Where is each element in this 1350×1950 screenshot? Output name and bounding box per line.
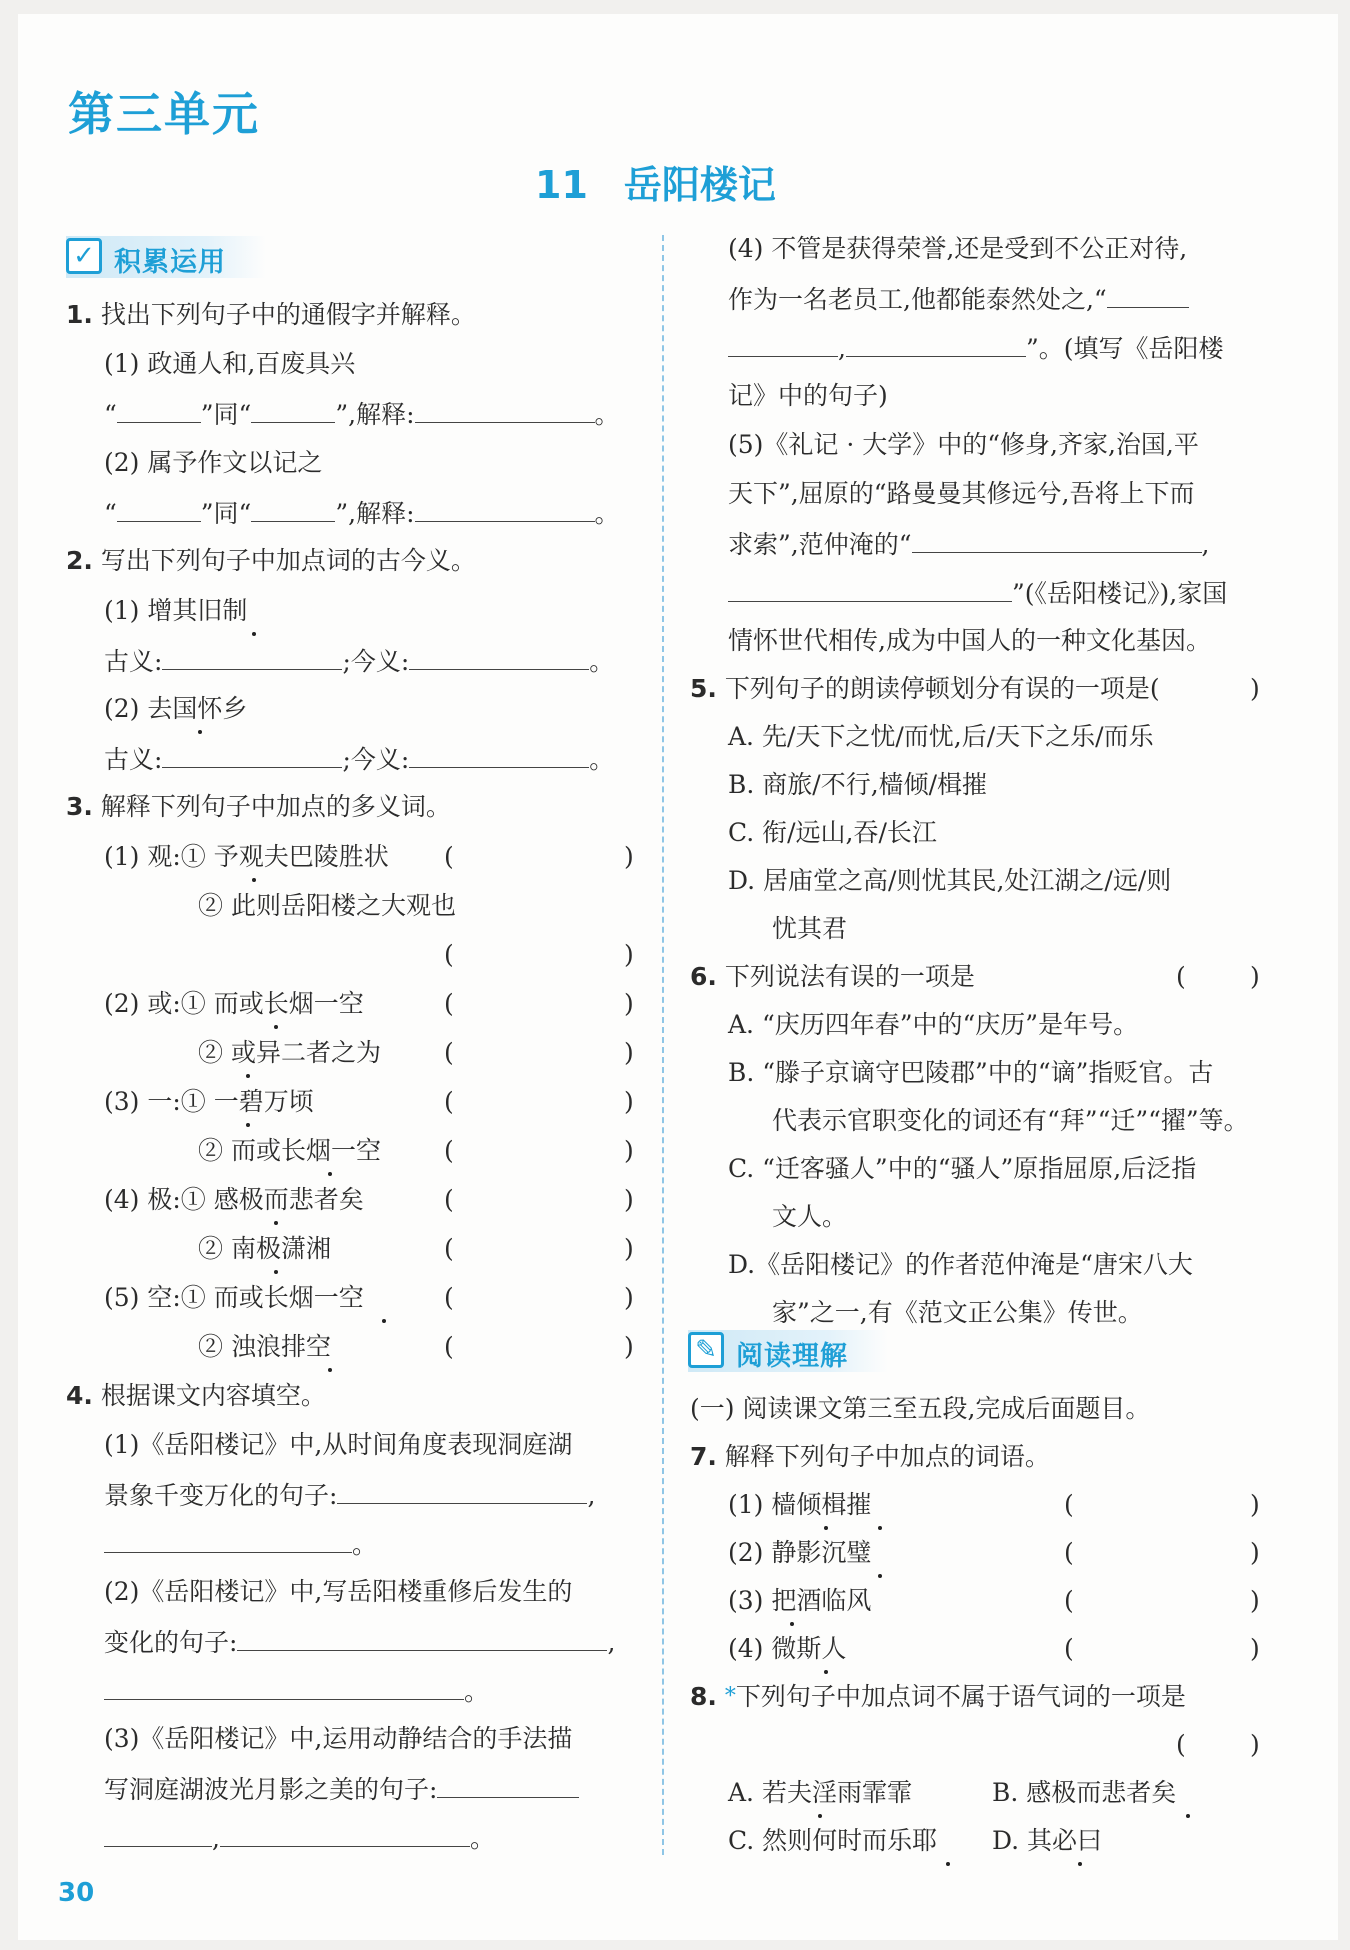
q4-2-line-2: 变化的句子: , xyxy=(104,1624,615,1660)
lesson-name: 岳阳楼记 xyxy=(623,163,776,207)
blank[interactable] xyxy=(409,643,589,670)
page-number: 30 xyxy=(58,1878,95,1908)
lesson-title xyxy=(535,154,776,209)
emphasis-dot xyxy=(246,1123,250,1127)
q4-5-line-4: ”(《岳阳楼记》),家国 xyxy=(728,575,1227,611)
q4-5-line-3: 求索”,范仲淹的“ , xyxy=(728,526,1209,562)
q1-stem xyxy=(66,298,476,332)
q3-stem: 3. 解释下列句子中加点的多义词。 xyxy=(66,792,451,821)
q3-item-2: (2) 或:① 而或长烟一空 xyxy=(104,989,364,1018)
emphasis-dot xyxy=(328,1172,332,1176)
section-reading xyxy=(688,1330,888,1372)
q5-option-a: A. 先/天下之忧/而忧,后/天下之乐/而乐 xyxy=(728,722,1154,751)
blank[interactable] xyxy=(162,741,342,768)
q2-sentence-1: (1) 增其旧制 xyxy=(104,596,248,625)
q1-sentence-2: (2) 属予作文以记之 xyxy=(104,448,323,477)
workbook-page: 第三单元 11 岳阳楼记 ✓ 积累运用 1. 找出下列句子中的通假字并解释。 (1) 政通人和,百废具兴 “ ”同“ ”,解释: 。 (2) 属予作文以记之 “ ”同“ ”,解释: 。 2. 写出下列句子中加点词的古今义。 (1) 增其旧制 古义: ;今义: 。 (2) 去国怀乡 古义: ;今义: 。 3. 解释下列句子中加点的多义词。 (1) 观:① 予观夫巴陵胜状 ( ) ② 此则岳阳楼之大观也 ( ) (2) 或:① 而或长烟一空 ( ) ② 或异二者之为 ( ) (3) 一:① 一碧万顷 ( ) ② 而或长烟一空 ( ) (4) 极:① 感极而悲者矣 ( ) ② 南极潇湘 ( ) (5) 空:① 而或长烟一空 ( ) ② 浊浪排空 ( ) 4. 根据课文内容填空。 (1)《岳阳楼记》中,从时间角度表现洞庭湖 景象千变万化的句子: , 。 (2)《岳阳楼记》中,写岳阳楼重修后发生的 变化的句子: , 。 (3)《岳阳楼记》中,运用动静结合的手法描 写洞庭湖波光月影之美的句子: , 。 (4) 不管是获得荣誉,还是受到不公正对待, 作为一名老员工,他都能泰然处之,“ , ”。(填写《岳阳楼 记》中的句子) (5)《礼记 · 大学》中的“修身,齐家,治国,平 天下”,屈原的“路曼曼其修远兮,吾将上下而 求索”,范仲淹的“ , ”(《岳阳楼记》),家国 情怀世代相传,成为中国人的一种文化基因。 5. 下列句子的朗读停顿划分有误的一项是( ) A. 先/天下之忧/而忧,后/天下之乐/而乐 B. 商旅/不行,樯倾/楫摧 C. 衔/远山,吞/长江 D. 居庙堂之高/则忧其民,处江湖之/远/则 忧其君 6. 下列说法有误的一项是 ( ) A. “庆历四年春”中的“庆历”是年号。 B. “滕子京谪守巴陵郡”中的“谪”指贬官。古 代表示官职变化的词还有“拜”“迁”“擢”等。 C. “迁客骚人”中的“骚人”原指屈原,后泛指 文人。 D.《岳阳楼记》的作者范仲淹是“唐宋八大 家”之一,有《范文正公集》传世。 ✎ 阅读理解 (一) 阅读课文第三至五段,完成后面题目。 7. 解释下列句子中加点的词语。 (1) 樯倾楫摧 ( ) (2) 静影沉璧 ( ) (3) 把酒临风 ( ) (4) 微斯人 ( ) 8. *下列句子中加点词不属于语气词的一项是 ( ) A. 若夫淫雨霏霏 B. 感极而悲者矣 C. 然则何时而乐耶 D. 其必曰 30 xyxy=(0,0,1350,1950)
reading-part-1: (一) 阅读课文第三至五段,完成后面题目。 xyxy=(690,1394,1151,1423)
q1-answer-1: “ ”同“ ”,解释: 。 xyxy=(104,396,620,432)
emphasis-dot xyxy=(878,1526,882,1530)
q4-5-line-2: 天下”,屈原的“路曼曼其修远兮,吾将上下而 xyxy=(728,479,1195,508)
blank[interactable] xyxy=(415,396,595,423)
q3-item-4-b: ② 南极潇湘 xyxy=(198,1234,331,1263)
q8-option-d: D. 其必曰 xyxy=(992,1826,1103,1855)
q2-answer-1: 古义: ;今义: 。 xyxy=(104,643,614,679)
q3-item-4: (4) 极:① 感极而悲者矣 xyxy=(104,1185,364,1214)
q8-option-c: C. 然则何时而乐耶 xyxy=(728,1826,938,1855)
q8-option-b: B. 感极而悲者矣 xyxy=(992,1778,1177,1807)
blank[interactable] xyxy=(117,396,201,423)
q4-1-line-1: (1)《岳阳楼记》中,从时间角度表现洞庭湖 xyxy=(104,1430,573,1459)
q7-item-3: (3) 把酒临风 xyxy=(728,1586,872,1615)
unit-title: 第三单元 xyxy=(68,87,260,141)
q5-option-d: D. 居庙堂之高/则忧其民,处江湖之/远/则 xyxy=(728,866,1172,895)
q4-5-line-1: (5)《礼记 · 大学》中的“修身,齐家,治国,平 xyxy=(728,430,1199,459)
q3-item-1: (1) 观:① 予观夫巴陵胜状 xyxy=(104,842,389,871)
blank[interactable] xyxy=(117,495,201,522)
emphasis-dot xyxy=(946,1862,950,1866)
blank[interactable] xyxy=(251,396,335,423)
q2-answer-2: 古义: ;今义: 。 xyxy=(104,741,614,777)
q4-3-line-3: , 。 xyxy=(104,1820,495,1856)
emphasis-dot xyxy=(878,1574,882,1578)
emphasis-dot xyxy=(246,1074,250,1078)
q4-2-line-3: 。 xyxy=(104,1673,489,1709)
q3-item-5: (5) 空:① 而或长烟一空 xyxy=(104,1283,364,1312)
blank[interactable] xyxy=(409,741,589,768)
q1-text: 找出下列句子中的通假字并解释。 xyxy=(100,300,476,329)
q1-number: 1. xyxy=(66,300,93,329)
q6-option-d-2: 家”之一,有《范文正公集》传世。 xyxy=(772,1298,1143,1327)
q6-option-a: A. “庆历四年春”中的“庆历”是年号。 xyxy=(728,1010,1139,1039)
q7-stem: 7. 解释下列句子中加点的词语。 xyxy=(690,1442,1050,1471)
emphasis-dot xyxy=(274,1025,278,1029)
emphasis-dot xyxy=(824,1670,828,1674)
emphasis-dot xyxy=(790,1622,794,1626)
q6-stem: 6. 下列说法有误的一项是 xyxy=(690,962,975,991)
q7-item-4: (4) 微斯人 xyxy=(728,1634,847,1663)
q6-option-c-2: 文人。 xyxy=(772,1202,848,1231)
q1-sentence-1: (1) 政通人和,百废具兴 xyxy=(104,349,356,378)
q2-sentence-2: (2) 去国怀乡 xyxy=(104,694,248,723)
blank[interactable] xyxy=(912,526,1202,553)
blank[interactable] xyxy=(104,1526,352,1553)
blank[interactable] xyxy=(237,1624,607,1651)
q3-item-5-b: ② 浊浪排空 xyxy=(198,1332,331,1361)
section-label: 阅读理解 xyxy=(736,1341,848,1372)
emphasis-dot xyxy=(1078,1862,1082,1866)
q6-option-c: C. “迁客骚人”中的“骚人”原指屈原,后泛指 xyxy=(728,1154,1197,1183)
q4-4-line-3: , ”。(填写《岳阳楼 xyxy=(728,330,1224,366)
q4-5-line-5: 情怀世代相传,成为中国人的一种文化基因。 xyxy=(728,626,1211,655)
blank[interactable] xyxy=(437,1771,579,1798)
emphasis-dot xyxy=(818,1814,822,1818)
q7-item-1: (1) 樯倾楫摧 xyxy=(728,1490,872,1519)
column-divider xyxy=(662,235,664,1855)
q4-1-line-2: 景象千变万化的句子: , xyxy=(104,1477,595,1513)
emphasis-dot xyxy=(198,730,202,734)
pencil-icon: ✎ xyxy=(688,1332,724,1368)
emphasis-dot xyxy=(274,1270,278,1274)
q3-item-1-b: ② 此则岳阳楼之大观也 xyxy=(198,891,456,920)
q1-answer-2: “ ”同“ ”,解释: 。 xyxy=(104,495,620,531)
blank[interactable] xyxy=(162,643,342,670)
q8-option-a: A. 若夫淫雨霏霏 xyxy=(728,1778,912,1807)
q5-option-d-2: 忧其君 xyxy=(772,914,848,943)
q4-2-line-1: (2)《岳阳楼记》中,写岳阳楼重修后发生的 xyxy=(104,1577,573,1606)
q3-item-3: (3) 一:① 一碧万顷 xyxy=(104,1087,314,1116)
q4-3-line-1: (3)《岳阳楼记》中,运用动静结合的手法描 xyxy=(104,1724,573,1753)
lesson-number: 11 xyxy=(535,163,588,207)
q4-1-line-3: 。 xyxy=(104,1526,377,1562)
blank[interactable] xyxy=(415,495,595,522)
q3-item-2-b: ② 或异二者之为 xyxy=(198,1038,381,1067)
q4-4-line-1: (4) 不管是获得荣誉,还是受到不公正对待, xyxy=(728,234,1188,263)
blank[interactable] xyxy=(104,1820,212,1847)
section-label: 积累运用 xyxy=(114,247,226,278)
blank[interactable] xyxy=(846,330,1026,357)
q6-option-b: B. “滕子京谪守巴陵郡”中的“谪”指贬官。古 xyxy=(728,1058,1214,1087)
q5-option-c: C. 衔/远山,吞/长江 xyxy=(728,818,937,847)
q8-stem: 8. *下列句子中加点词不属于语气词的一项是 xyxy=(690,1682,1186,1711)
emphasis-dot xyxy=(274,1221,278,1225)
blank[interactable] xyxy=(220,1820,470,1847)
q4-4-line-4: 记》中的句子) xyxy=(728,381,888,410)
q7-item-2: (2) 静影沉璧 xyxy=(728,1538,872,1567)
q4-4-line-2: 作为一名老员工,他都能泰然处之,“ xyxy=(728,281,1189,317)
blank[interactable] xyxy=(728,330,838,357)
section-accumulate xyxy=(66,236,266,278)
blank[interactable] xyxy=(337,1477,587,1504)
q6-option-b-2: 代表示官职变化的词还有“拜”“迁”“擢”等。 xyxy=(772,1106,1249,1135)
q5-stem: 5. 下列句子的朗读停顿划分有误的一项是( xyxy=(690,674,1160,703)
emphasis-dot xyxy=(328,1368,332,1372)
q4-3-line-2: 写洞庭湖波光月影之美的句子: xyxy=(104,1771,579,1807)
q5-option-b: B. 商旅/不行,樯倾/楫摧 xyxy=(728,770,988,799)
q3-item-3-b: ② 而或长烟一空 xyxy=(198,1136,381,1165)
blank[interactable] xyxy=(1107,281,1189,308)
blank[interactable] xyxy=(728,575,1012,602)
q4-stem: 4. 根据课文内容填空。 xyxy=(66,1381,326,1410)
checkbox-icon: ✓ xyxy=(66,238,102,274)
emphasis-dot xyxy=(252,878,256,882)
emphasis-dot xyxy=(382,1319,386,1323)
q6-option-d: D.《岳阳楼记》的作者范仲淹是“唐宋八大 xyxy=(728,1250,1193,1279)
emphasis-dot xyxy=(1186,1814,1190,1818)
blank[interactable] xyxy=(251,495,335,522)
emphasis-dot xyxy=(824,1526,828,1530)
q2-stem: 2. 写出下列句子中加点词的古今义。 xyxy=(66,546,476,575)
star-icon: * xyxy=(724,1684,736,1709)
blank[interactable] xyxy=(104,1673,464,1700)
emphasis-dot xyxy=(252,632,256,636)
